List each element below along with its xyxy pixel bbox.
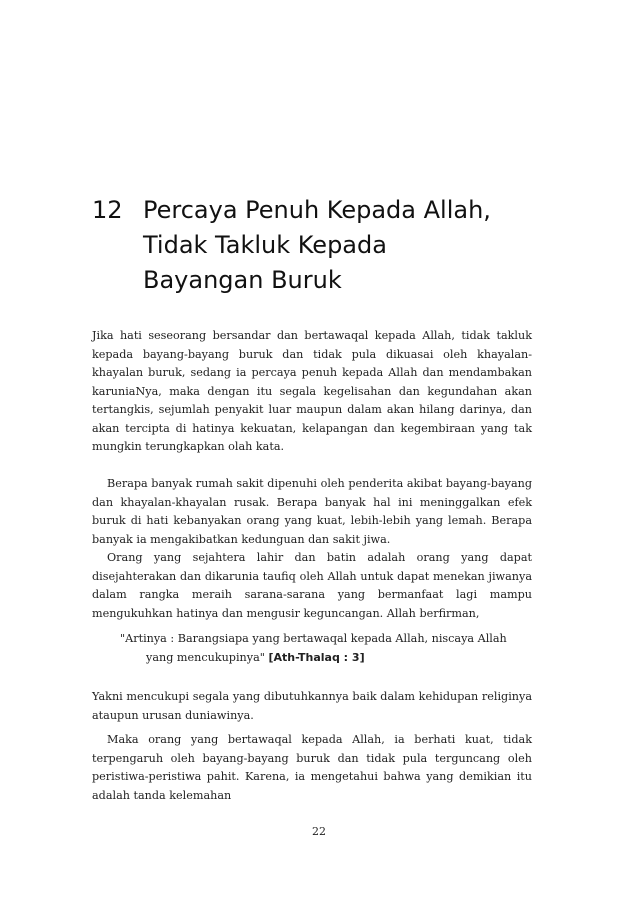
chapter-title-line-1: Percaya Penuh Kepada Allah, (143, 196, 491, 224)
quote-line-2: yang mencukupinya" (146, 651, 265, 664)
paragraph-2: Berapa banyak rumah sakit dipenuhi oleh penderita akibat bayang-bayang dan khayalan-khayalan rusak. Berapa banyak hal ini meninggalkan efek buruk di hati kebanyakan orang yang kuat, lebih-lebih yang lemah. Berapa banyak ia mengakibatkan kedunguan dan sakit jiwa. (92, 477, 532, 546)
paragraph-3: Orang yang sejahtera lahir dan batin adalah orang yang dapat disejahterakan dan dikarunia taufiq oleh Allah untuk dapat menekan jiwanya dalam rangka meraih sarana-sarana yang bermanfaat lagi mampu mengukuhkan hatinya dan mengusir keguncangan. Allah berfirman, (92, 551, 532, 620)
chapter-title-line-3: Bayangan Buruk (143, 266, 342, 294)
quote-reference: [Ath-Thalaq : 3] (268, 651, 365, 664)
quote-line-2-wrapper (120, 648, 520, 667)
paragraph-1: Jika hati seseorang bersandar dan bertawaqal kepada Allah, tidak takluk kepada bayang-bayang buruk dan tidak pula dikuasai oleh khayalan-khayalan buruk, sedang ia percaya penuh kepada Allah dan mendambakan karuniaNya, maka dengan itu segala kegelisahan dan kegundahan akan tertangkis, sejumlah penyakit luar maupun dalam akan hilang darinya, dan akan tercipta di hatinya kekuatan, kelapangan dan kegembiraan yang tak mungkin terungkapkan olah kata. (92, 329, 532, 453)
paragraph-4: Yakni mencukupi segala yang dibutuhkannya baik dalam kehidupan religinya ataupun urusan duniawinya. (92, 690, 532, 722)
quote-line-1: "Artinya : Barangsiapa yang bertawaqal kepada Allah, niscaya Allah (120, 632, 507, 645)
page-number: 22 (312, 825, 326, 838)
chapter-number: 12 (92, 196, 123, 224)
paragraph-5: Maka orang yang bertawaqal kepada Allah, ia berhati kuat, tidak terpengaruh oleh bayang-bayang buruk dan tidak pula terguncang oleh peristiwa-peristiwa pahit. Karena, ia mengetahui bahwa yang demikian itu adalah tanda kelemahan (92, 733, 532, 802)
chapter-title-line-2: Tidak Takluk Kepada (143, 231, 387, 259)
quran-quote (120, 629, 520, 667)
